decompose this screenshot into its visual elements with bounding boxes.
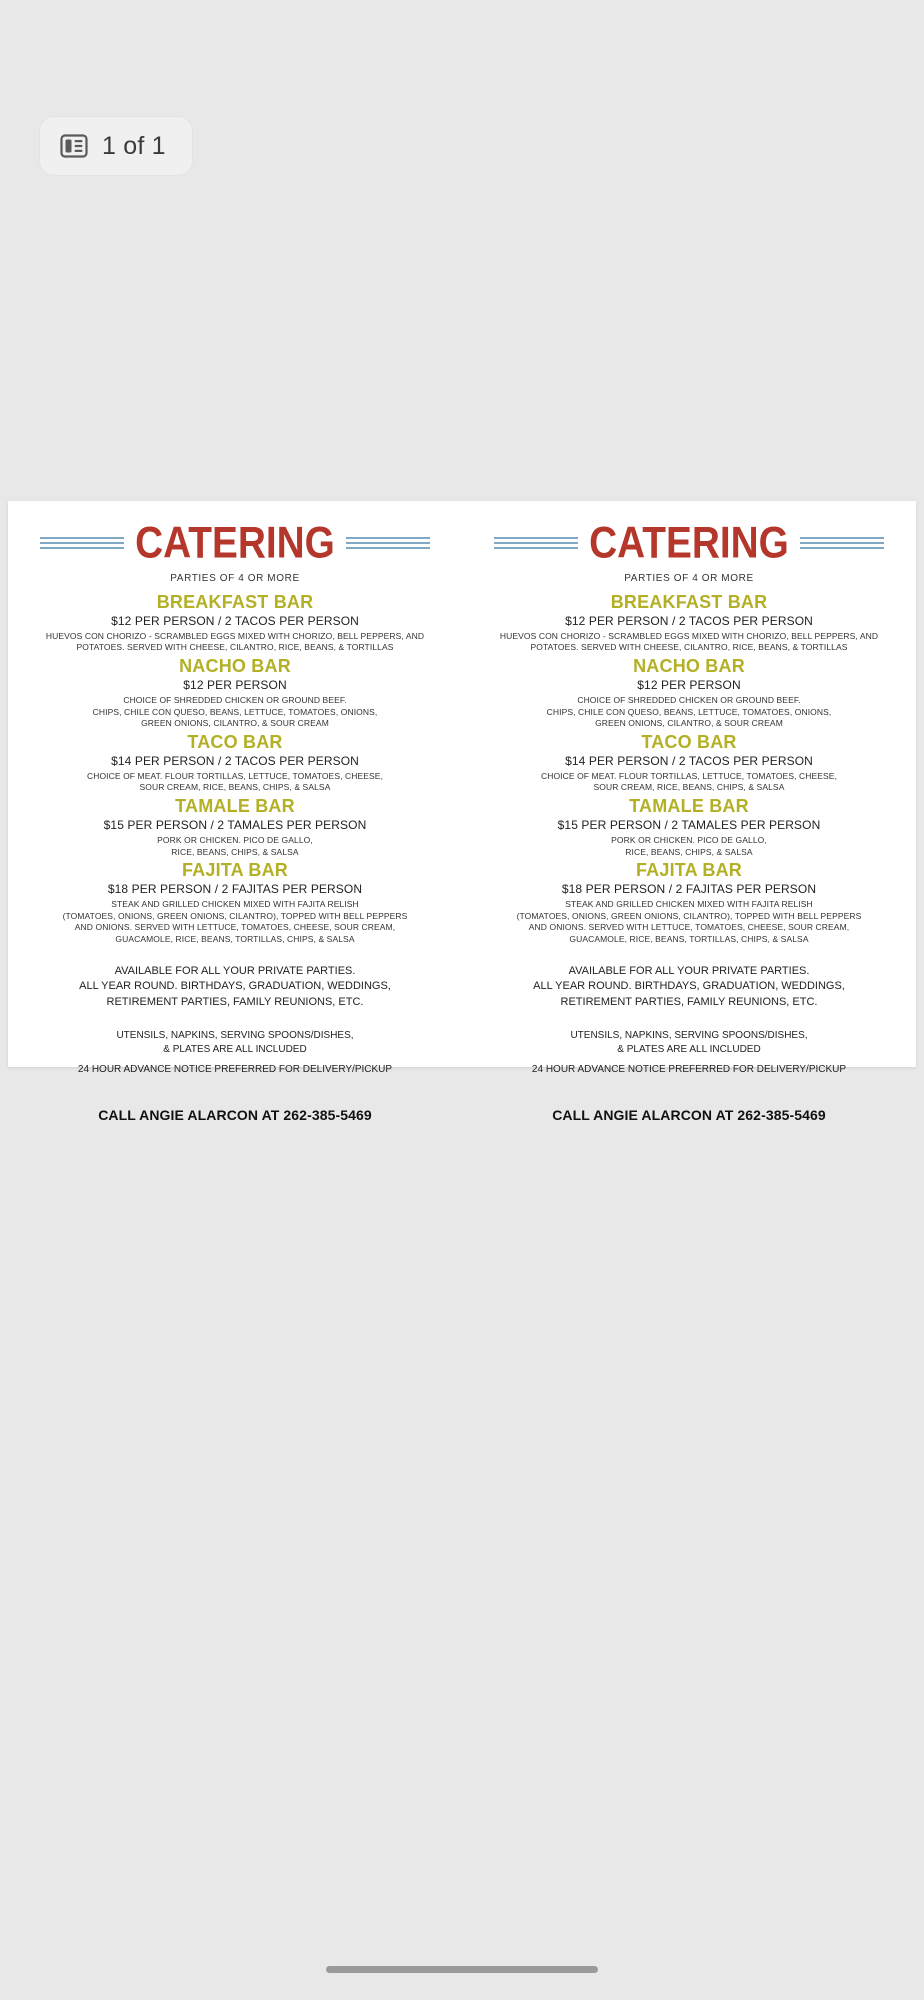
flyer-subtitle: PARTIES OF 4 OR MORE (170, 573, 300, 584)
menu-section-tamale-bar (488, 796, 890, 858)
flyer-title: CATERING (589, 518, 789, 568)
included-text: UTENSILS, NAPKINS, SERVING SPOONS/DISHES, & PLATES ARE ALL INCLUDED (570, 1029, 808, 1055)
section-price: $14 PER PERSON / 2 TACOS PER PERSON (565, 753, 813, 768)
section-title: FAJITA BAR (181, 860, 288, 881)
section-description: CHOICE OF SHREDDED CHICKEN OR GROUND BEEF. CHIPS, CHILE CON QUESO, BEANS, LETTUCE, TOMATOES, ONIONS, GREEN ONIONS, CILANTRO, & SOUR CREAM (92, 694, 378, 729)
menu-section-taco-bar (488, 732, 890, 794)
rule-right (800, 537, 884, 549)
section-title: BREAKFAST BAR (610, 592, 768, 612)
flyer-right (462, 501, 916, 1124)
menu-section-fajita-bar (488, 860, 890, 946)
section-price: $12 PER PERSON / 2 TACOS PER PERSON (111, 613, 359, 628)
flyer-subtitle: PARTIES OF 4 OR MORE (624, 573, 754, 584)
section-description: HUEVOS CON CHORIZO - SCRAMBLED EGGS MIXED WITH CHORIZO, BELL PEPPERS, AND POTATOES. SERVED WITH CHEESE, CILANTRO, RICE, BEANS, & TORTILLAS (499, 630, 879, 653)
section-title: TACO BAR (641, 731, 737, 752)
flyer-title-row (488, 518, 890, 568)
section-price: $12 PER PERSON / 2 TACOS PER PERSON (565, 613, 813, 628)
menu-section-taco-bar (34, 732, 436, 794)
rule-left (40, 537, 124, 549)
section-price: $15 PER PERSON / 2 TAMALES PER PERSON (103, 817, 367, 832)
section-title: NACHO BAR (633, 656, 745, 677)
section-title: TAMALE BAR (175, 796, 295, 817)
availability-text: AVAILABLE FOR ALL YOUR PRIVATE PARTIES. ALL YEAR ROUND. BIRTHDAYS, GRADUATION, WEDDINGS, RETIREMENT PARTIES, FAMILY REUNIONS, ETC. (79, 964, 391, 1008)
section-description: CHOICE OF MEAT. FLOUR TORTILLAS, LETTUCE, TOMATOES, CHEESE, SOUR CREAM, RICE, BEANS, CHIPS, & SALSA (540, 770, 838, 793)
section-price: $12 PER PERSON (183, 677, 287, 692)
section-description: PORK OR CHICKEN. PICO DE GALLO, RICE, BEANS, CHIPS, & SALSA (157, 834, 313, 857)
section-description: STEAK AND GRILLED CHICKEN MIXED WITH FAJITA RELISH (TOMATOES, ONIONS, GREEN ONIONS, CILANTRO), TOPPED WITH BELL PEPPERS AND ONIONS. SERVED WITH LETTUCE, TOMATOES, CHEESE, SOUR CREAM, GUACAMOLE, RICE, BEANS, TORTILLAS, CHIPS, & SALSA (516, 898, 862, 945)
flyer-left (8, 501, 462, 1124)
menu-section-fajita-bar (34, 860, 436, 946)
section-title: BREAKFAST BAR (156, 592, 314, 612)
rule-left (494, 537, 578, 549)
section-title: TACO BAR (187, 731, 283, 752)
section-price: $15 PER PERSON / 2 TAMALES PER PERSON (557, 817, 821, 832)
flyer-title-row (34, 518, 436, 568)
menu-section-nacho-bar (488, 656, 890, 730)
contact-callout: CALL ANGIE ALARCON AT 262-385-5469 (98, 1107, 372, 1124)
page-indicator-label: 1 of 1 (102, 131, 166, 160)
home-indicator[interactable] (326, 1966, 598, 1973)
rule-right (346, 537, 430, 549)
notice-text: 24 HOUR ADVANCE NOTICE PREFERRED FOR DELIVERY/PICKUP (531, 1063, 847, 1075)
section-description: PORK OR CHICKEN. PICO DE GALLO, RICE, BEANS, CHIPS, & SALSA (611, 834, 767, 857)
section-price: $18 PER PERSON / 2 FAJITAS PER PERSON (561, 881, 817, 896)
section-title: FAJITA BAR (635, 860, 742, 881)
availability-text: AVAILABLE FOR ALL YOUR PRIVATE PARTIES. ALL YEAR ROUND. BIRTHDAYS, GRADUATION, WEDDINGS, RETIREMENT PARTIES, FAMILY REUNIONS, ETC. (533, 964, 845, 1008)
section-description: STEAK AND GRILLED CHICKEN MIXED WITH FAJITA RELISH (TOMATOES, ONIONS, GREEN ONIONS, CILANTRO), TOPPED WITH BELL PEPPERS AND ONIONS. SERVED WITH LETTUCE, TOMATOES, CHEESE, SOUR CREAM, GUACAMOLE, RICE, BEANS, TORTILLAS, CHIPS, & SALSA (62, 898, 408, 945)
section-price: $12 PER PERSON (637, 677, 741, 692)
menu-section-nacho-bar (34, 656, 436, 730)
document-pages-icon (60, 133, 88, 159)
section-title: TAMALE BAR (629, 796, 749, 817)
flyer-title: CATERING (135, 518, 335, 568)
section-title: NACHO BAR (179, 656, 291, 677)
contact-callout: CALL ANGIE ALARCON AT 262-385-5469 (552, 1107, 826, 1124)
menu-section-tamale-bar (34, 796, 436, 858)
menu-section-breakfast-bar (34, 592, 436, 654)
section-price: $14 PER PERSON / 2 TACOS PER PERSON (111, 753, 359, 768)
notice-text: 24 HOUR ADVANCE NOTICE PREFERRED FOR DELIVERY/PICKUP (77, 1063, 393, 1075)
section-description: HUEVOS CON CHORIZO - SCRAMBLED EGGS MIXED WITH CHORIZO, BELL PEPPERS, AND POTATOES. SERVED WITH CHEESE, CILANTRO, RICE, BEANS, & TORTILLAS (45, 630, 425, 653)
menu-section-breakfast-bar (488, 592, 890, 654)
included-text: UTENSILS, NAPKINS, SERVING SPOONS/DISHES, & PLATES ARE ALL INCLUDED (116, 1029, 354, 1055)
document-sheet[interactable] (8, 501, 916, 1124)
page-indicator-pill[interactable] (40, 117, 192, 175)
section-description: CHOICE OF SHREDDED CHICKEN OR GROUND BEEF. CHIPS, CHILE CON QUESO, BEANS, LETTUCE, TOMATOES, ONIONS, GREEN ONIONS, CILANTRO, & SOUR CREAM (546, 694, 832, 729)
section-description: CHOICE OF MEAT. FLOUR TORTILLAS, LETTUCE, TOMATOES, CHEESE, SOUR CREAM, RICE, BEANS, CHIPS, & SALSA (86, 770, 384, 793)
section-price: $18 PER PERSON / 2 FAJITAS PER PERSON (107, 881, 363, 896)
